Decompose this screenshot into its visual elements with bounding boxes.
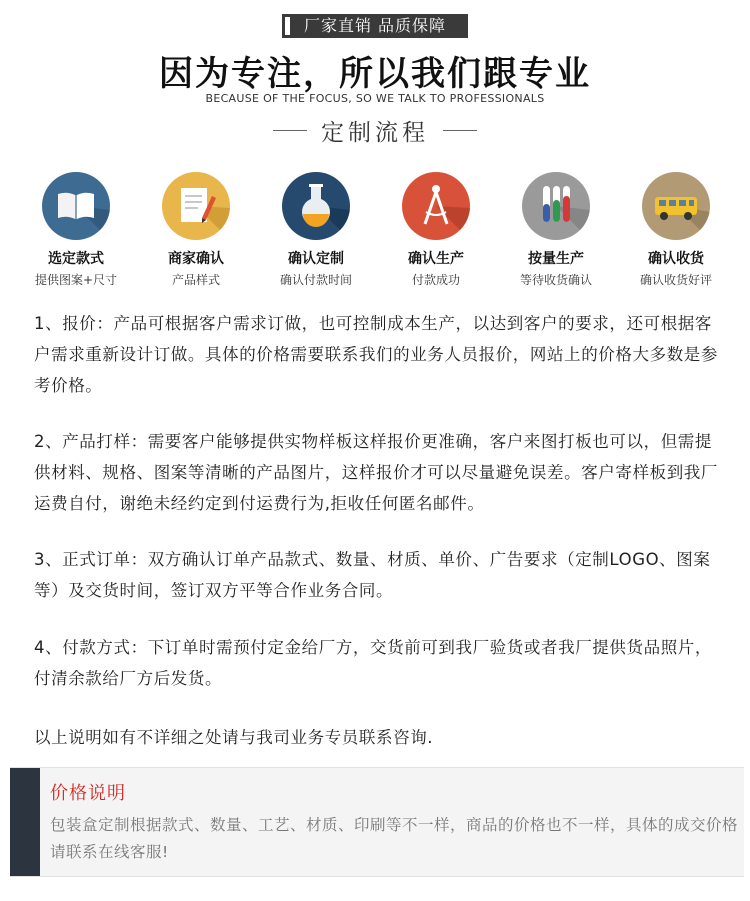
step-desc: 确认收货好评	[639, 273, 712, 287]
document-pencil-icon	[162, 172, 230, 240]
process-step	[16, 172, 136, 288]
test-tubes-icon	[522, 172, 590, 240]
step-name: 按量生产	[528, 251, 584, 267]
banner-tag: 厂家直销 品质保障	[282, 14, 468, 38]
paragraph-sampling: 2、产品打样：需要客户能够提供实物样板这样报价更准确，客户来图打板也可以，但需提供材料、规格、图案等清晰的产品图片，这样报价才可以尽量避免误差。客户寄样板到我厂运费自付，谢绝未经约定到付运费行为,拒收任何匿名邮件。	[34, 432, 718, 513]
divider-line-right	[443, 130, 477, 131]
step-name: 确认收货	[648, 251, 704, 267]
process-step	[496, 172, 616, 288]
divider-line-left	[273, 130, 307, 131]
price-note-text: 包装盒定制根据款式、数量、工艺、材质、印刷等不一样，商品的价格也不一样，具体的成交价格请联系在线客服!	[50, 816, 739, 861]
step-name: 确认生产	[408, 251, 464, 267]
step-desc: 等待收货确认	[519, 273, 592, 287]
step-desc: 确认付款时间	[279, 273, 352, 287]
compass-icon	[402, 172, 470, 240]
paragraph-order: 3、正式订单：双方确认订单产品款式、数量、材质、单价、广告要求（定制LOGO、图案等）及交货时间，签订双方平等合作业务合同。	[34, 550, 711, 600]
price-note-box	[10, 767, 744, 877]
process-step	[256, 172, 376, 288]
paragraph-payment: 4、付款方式：下订单时需预付定金给厂方，交货前可到我厂验货或者我厂提供货品照片，付清余款给厂方后发货。	[34, 638, 712, 688]
step-desc: 产品样式	[171, 273, 220, 287]
process-step	[136, 172, 256, 288]
page-headline: 因为专注，所以我们跟专业	[159, 54, 591, 94]
paragraph-contact: 以上说明如有不详细之处请与我司业务专员联系咨询.	[34, 728, 434, 747]
flow-title-text: 定制流程	[321, 119, 429, 146]
process-step	[376, 172, 496, 288]
flask-icon	[282, 172, 350, 240]
process-steps	[16, 172, 736, 287]
step-name: 选定款式	[48, 251, 104, 267]
step-name: 商家确认	[168, 251, 224, 267]
step-desc: 提供图案+尺寸	[34, 273, 118, 287]
process-step	[616, 172, 736, 288]
price-note-accent-bar	[10, 768, 40, 876]
flow-section-title	[0, 116, 750, 144]
step-name: 确认定制	[288, 251, 344, 267]
page-subheadline: BECAUSE OF THE FOCUS, SO WE TALK TO PROFESSIONALS	[205, 92, 545, 105]
price-note-title: 价格说明	[50, 783, 126, 804]
paragraph-quote: 1、报价：产品可根据客户需求订做，也可控制成本生产，以达到客户的要求，还可根据客户需求重新设计订做。具体的价格需要联系我们的业务人员报价，网站上的价格大多数是参考价格。	[34, 314, 718, 395]
book-icon	[42, 172, 110, 240]
step-desc: 付款成功	[411, 273, 460, 287]
bus-icon	[642, 172, 710, 240]
